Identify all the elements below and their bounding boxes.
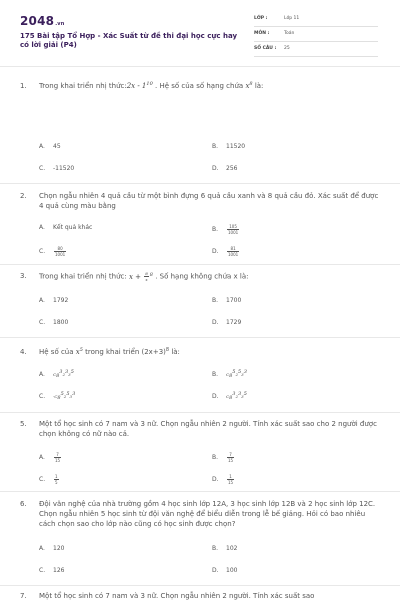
option-text: 1700 — [226, 297, 242, 304]
option-label: D. — [212, 248, 219, 255]
math-base: x — [75, 348, 80, 356]
math-base: 2x - 1 — [126, 82, 147, 90]
exponent: 5 — [237, 369, 242, 375]
option-text: 11520 — [226, 143, 246, 150]
option-text: -11520 — [53, 165, 75, 172]
answer-option-6a[interactable] — [39, 545, 64, 553]
superscript: 3 — [59, 369, 63, 375]
subscript: 8 — [56, 373, 60, 379]
option-label: A. — [39, 371, 45, 378]
option-text: 100 — [226, 567, 238, 574]
meta-subject-label: MÔN : — [254, 31, 270, 36]
fraction — [54, 246, 66, 257]
fraction-numerator: 7 — [54, 452, 61, 458]
option-label: D. — [212, 319, 219, 326]
question-text-part: là: — [254, 82, 264, 90]
divider — [0, 66, 400, 67]
fraction-numerator: 7 — [227, 452, 234, 458]
exponent: 5 — [243, 391, 247, 397]
question-text — [39, 271, 380, 282]
question-text: Đội văn nghệ của nhà trường gồm 4 học sinh lớp 12A, 3 học sinh lớp 12B và 2 học sinh lớp 12C. Chọn ngẫu nhiên 5 học sinh từ đội văn nghệ để biểu diễn trong lễ bế giảng. Hỏi có bao nhiêu cách chọn sao cho lớp nào cũng có học sinh được chọn? — [39, 500, 376, 528]
divider — [0, 412, 400, 413]
question-number: 7. — [20, 592, 27, 600]
meta-count-label: SỐ CÂU : — [254, 46, 277, 51]
fraction-numerator: 1 — [55, 474, 58, 479]
option-label: B. — [212, 297, 219, 304]
answer-option-6d[interactable] — [212, 567, 237, 575]
answer-option-3a[interactable] — [39, 297, 68, 305]
option-text: 256 — [226, 165, 238, 172]
option-label: C. — [39, 165, 46, 172]
divider — [0, 491, 400, 492]
answer-option-2c[interactable] — [39, 246, 67, 257]
fraction — [227, 452, 234, 463]
question-number: 3. — [20, 272, 27, 280]
option-label: B. — [212, 454, 219, 461]
option-text: 45 — [53, 143, 61, 150]
answer-option-4b[interactable] — [212, 371, 247, 379]
option-label: C. — [39, 319, 46, 326]
fraction-numerator: 80 — [54, 246, 66, 252]
question-text: Một tổ học sinh có 7 nam và 3 nữ. Chọn ngẫu nhiên 2 người. Tính xác suất sao — [39, 592, 315, 600]
answer-option-5b[interactable] — [212, 452, 235, 463]
answer-option-1c[interactable] — [39, 165, 74, 173]
exponent: 5 — [66, 391, 70, 397]
meta-class-label: LỚP : — [254, 16, 268, 21]
exponent: 3 — [72, 391, 76, 397]
subscript: 8 — [229, 395, 233, 401]
question-text-part: là: — [171, 348, 180, 356]
exponent: 3 — [243, 369, 247, 375]
fraction-numerator: 8 — [145, 271, 148, 276]
option-label: C. — [39, 393, 46, 400]
question-text-part: Hệ số của — [39, 348, 74, 356]
option-text: 120 — [53, 545, 65, 552]
math-exponent: 10 — [146, 81, 153, 87]
combination-expression: $C_8^52^53^3$ — [226, 369, 247, 379]
option-label: A. — [39, 143, 45, 150]
combination-expression: $C_8^32^33^5$ — [53, 369, 74, 379]
question-text-part: trong khai triển — [85, 348, 140, 356]
option-text: 102 — [226, 545, 238, 552]
math-exponent: 8 — [249, 81, 253, 87]
superscript: 5 — [232, 369, 236, 375]
fraction — [227, 224, 239, 235]
option-label: C. — [39, 476, 46, 483]
option-label: C. — [39, 567, 46, 574]
page-title: 175 Bài tập Tổ Hợp - Xác Suất từ đề thi đại học cực hay có lời giải (P4) — [20, 32, 238, 49]
answer-option-3d[interactable] — [212, 319, 241, 327]
math-expression — [127, 82, 153, 90]
exponent: 5 — [70, 369, 74, 375]
subscript: 8 — [57, 395, 61, 401]
option-text: 1800 — [53, 319, 69, 326]
option-text: 126 — [53, 567, 65, 574]
option-label: A. — [39, 454, 45, 461]
question-text — [39, 347, 380, 357]
answer-option-6c[interactable] — [39, 567, 64, 575]
math-expression — [142, 348, 170, 356]
divider — [0, 585, 400, 586]
meta-count-value: 25 — [284, 46, 290, 51]
fraction-denominator: 15 — [228, 480, 234, 485]
fraction-denominator: x — [145, 277, 148, 282]
fraction-denominator: 15 — [55, 458, 61, 463]
answer-option-5d[interactable] — [212, 474, 235, 485]
answer-option-1b[interactable] — [212, 143, 245, 151]
combination-expression: $-C_8^52^53^3$ — [53, 391, 76, 401]
subscript: 8 — [229, 373, 233, 379]
divider — [0, 264, 400, 265]
question-text: Chọn ngẫu nhiên 4 quả cầu từ một bình đựng 6 quả cầu xanh và 8 quả cầu đỏ. Xác suất để được 4 quả cùng màu bằng — [39, 192, 379, 210]
fraction — [54, 452, 61, 463]
math-exponent: 5 — [79, 347, 83, 353]
math-exponent: 8 — [149, 271, 153, 278]
fraction-denominator: 1001 — [228, 252, 239, 257]
answer-option-1d[interactable] — [212, 165, 237, 173]
option-label: D. — [212, 165, 219, 172]
math-base: x — [245, 82, 250, 90]
meta-subject — [254, 29, 378, 42]
question-number: 4. — [20, 348, 27, 356]
sign: - — [53, 394, 55, 399]
answer-option-4d[interactable] — [212, 393, 247, 401]
math-exponent: 8 — [165, 347, 170, 353]
fraction-denominator: 5 — [55, 480, 58, 485]
divider — [0, 183, 400, 184]
fraction-denominator: 15 — [228, 458, 234, 463]
question-number: 5. — [20, 420, 27, 428]
question-number: 2. — [20, 192, 27, 200]
answer-option-6b[interactable] — [212, 545, 237, 553]
fraction-numerator: 1 — [227, 474, 234, 480]
option-label: D. — [212, 476, 219, 483]
math-variable — [245, 82, 252, 90]
meta-subject-value: Toán — [284, 31, 295, 36]
answer-option-2a[interactable] — [39, 224, 92, 232]
fraction — [144, 271, 149, 282]
fraction — [227, 474, 234, 485]
option-label: D. — [212, 567, 219, 574]
answer-option-4c[interactable] — [39, 393, 75, 401]
answer-option-5a[interactable] — [39, 452, 62, 463]
question-text-part: . Hệ số của số hạng chứa — [155, 82, 244, 90]
fraction-denominator: 1001 — [228, 230, 239, 235]
combination-expression: $C_8^32^33^5$ — [226, 391, 247, 401]
option-label: A. — [39, 545, 45, 552]
question-text-part: . Số hạng không chứa x là: — [155, 272, 249, 281]
math-expression — [129, 273, 153, 281]
option-label: C. — [39, 248, 46, 255]
exponent: 3 — [64, 369, 69, 375]
logo-suffix: .vn — [55, 21, 65, 27]
fraction — [54, 474, 59, 485]
exponent: 3 — [237, 391, 242, 397]
option-label: D. — [212, 393, 219, 400]
option-label: B. — [212, 143, 219, 150]
question-number: 1. — [20, 82, 27, 90]
meta-class — [254, 14, 378, 27]
question-number: 6. — [20, 500, 27, 508]
math-base: (2x+3) — [141, 348, 166, 356]
superscript: 3 — [232, 391, 236, 397]
meta-class-value: Lớp 11 — [284, 16, 300, 21]
option-text: 1792 — [53, 297, 69, 304]
superscript: 5 — [60, 391, 64, 397]
answer-option-3b[interactable] — [212, 297, 241, 305]
question-text-part: Trong khai triển nhị thức: — [39, 82, 127, 90]
fraction-numerator: 81 — [227, 246, 239, 252]
option-text: 1729 — [226, 319, 242, 326]
meta-count — [254, 44, 378, 57]
option-label: B. — [212, 545, 219, 552]
fraction-numerator: 105 — [227, 224, 239, 230]
question-text — [39, 81, 380, 91]
answer-option-3c[interactable] — [39, 319, 68, 327]
option-label: A. — [39, 224, 45, 231]
answer-option-2d[interactable] — [212, 246, 240, 257]
divider — [0, 337, 400, 338]
site-logo[interactable] — [20, 14, 65, 28]
fraction-denominator: 1001 — [55, 252, 66, 257]
option-label: A. — [39, 297, 45, 304]
fraction — [227, 246, 239, 257]
answer-option-1a[interactable] — [39, 143, 61, 151]
answer-option-2b[interactable] — [212, 224, 240, 235]
answer-option-4a[interactable] — [39, 371, 74, 379]
math-variable — [76, 348, 83, 356]
question-text-part: Trong khai triển nhị thức: — [39, 272, 127, 281]
answer-option-5c[interactable] — [39, 474, 60, 485]
option-label: B. — [212, 226, 219, 233]
math-base: x + — [128, 272, 144, 281]
option-label: B. — [212, 371, 219, 378]
option-text: Kết quả khác — [53, 224, 93, 231]
logo-text: 2048 — [20, 14, 55, 28]
question-text: Một tổ học sinh có 7 nam và 3 nữ. Chọn ngẫu nhiên 2 người. Tính xác suất sao cho 2 người được chọn không có nữ nào cả. — [39, 420, 377, 438]
